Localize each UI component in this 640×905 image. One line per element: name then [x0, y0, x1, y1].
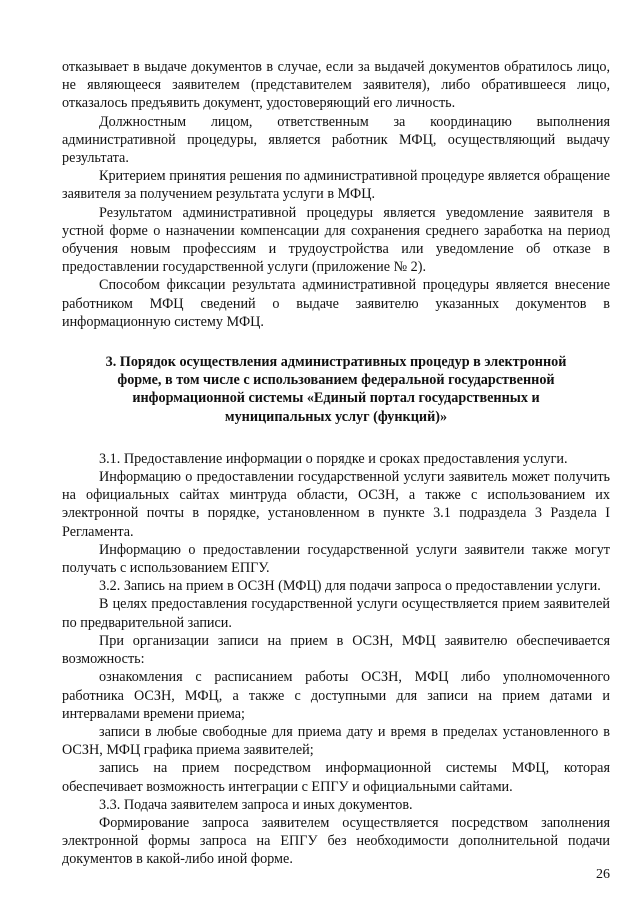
paragraph: Способом фиксации результата административной процедуры является внесение работником МФЦ сведений о выдаче заявителю указанных документов в информационную систему МФЦ. [62, 277, 610, 330]
paragraph: Критерием принятия решения по административной процедуре является обращение заявителя за получением результата услуги в МФЦ. [62, 168, 610, 203]
paragraph: Формирование запроса заявителем осуществляется посредством заполнения электронной формы запроса на ЕПГУ без необходимости дополнительной подачи документов в какой-либо иной форме. [62, 814, 610, 868]
paragraph: 3.3. Подача заявителем запроса и иных документов. [99, 796, 413, 813]
paragraph: Информацию о предоставлении государственной услуги заявители также могут получать с использованием ЕПГУ. [62, 541, 610, 577]
paragraph: записи в любые свободные для приема дату и время в пределах установленного в ОСЗН, МФЦ графика приема заявителей; [62, 723, 610, 759]
page-number: 26 [596, 867, 610, 882]
paragraph: запись на прием посредством информационной системы МФЦ, которая обеспечивает возможность интеграции с ЕПГУ и официальными сайтами. [62, 760, 610, 795]
paragraph: Результатом административной процедуры является уведомление заявителя в устной форме о назначении компенсации для сохранения среднего заработка на период обучения новым профессиям и трудоустройства или уведомление об отказе в предоставлении государственной услуги (приложение № 2). [62, 204, 610, 276]
paragraph: отказывает в выдаче документов в случае, если за выдачей документов обратилось лицо, не являющееся заявителем (представителем заявителя), либо обратившееся лицо, отказалось предъявить документ, удостоверяющий его личность. [62, 59, 610, 112]
paragraph: При организации записи на прием в ОСЗН, МФЦ заявителю обеспечивается возможность: [62, 632, 610, 668]
paragraph: Информацию о предоставлении государственной услуги заявитель может получить на официальных сайтах минтруда области, ОСЗН, а также с использованием их электронной почты в порядке, установленном в пункте 3.1 подраздела 3 Раздела I Регламента. [62, 469, 610, 540]
paragraph: 3.1. Предоставление информации о порядке и сроках предоставления услуги. [99, 450, 568, 467]
section-heading: 3. Порядок осуществления административных процедур в электронной форме, в том числе с использованием федеральной государственной информационной системы «Единый портал государственных и муниципальных услуг (функций)» [105, 354, 567, 425]
paragraph: ознакомления с расписанием работы ОСЗН, МФЦ либо уполномоченного работника ОСЗН, МФЦ, а также с доступными для записи на прием датами и интервалами времени приема; [62, 669, 610, 722]
paragraph: В целях предоставления государственной услуги осуществляется прием заявителей по предварительной записи. [62, 596, 610, 631]
paragraph: 3.2. Запись на прием в ОСЗН (МФЦ) для подачи запроса о предоставлении услуги. [99, 578, 601, 595]
page-content [62, 58, 610, 869]
paragraph: Должностным лицом, ответственным за координацию выполнения административной процедуры, является работник МФЦ, осуществляющий выдачу результата. [62, 113, 610, 167]
